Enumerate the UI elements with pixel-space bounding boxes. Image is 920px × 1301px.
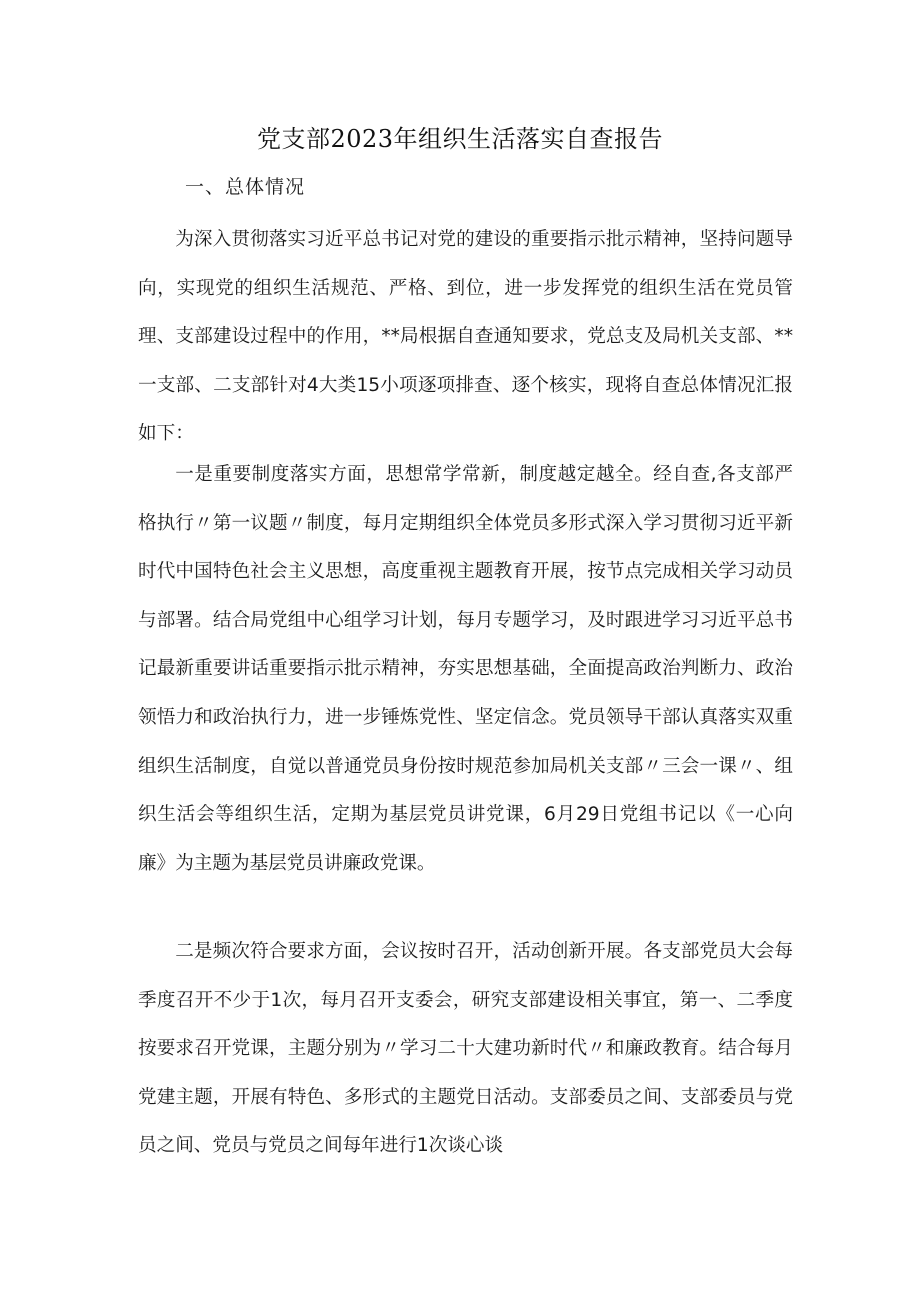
paragraph-overview: 为深入贯彻落实习近平总书记对党的建设的重要指示批示精神，坚持问题导向，实现党的组织生活规范、严格、到位，进一步发挥党的组织生活在党员管理、支部建设过程中的作用，**局根据自查通知要求，党总支及局机关支部、**一支部、二支部针对4大类15小项逐项排查、逐个核实，现将自查总体情况汇报如下：	[138, 229, 793, 445]
document-title: 党支部2023年组织生活落实自查报告	[256, 125, 664, 153]
paragraph-system-implementation: 一是重要制度落实方面，思想常学常新，制度越定越全。经自查,各支部严格执行〃第一议题〃制度，每月定期组织全体党员多形式深入学习贯彻习近平新时代中国特色社会主义思想，高度重视主题教育开展，按节点完成相关学习动员与部署。结合局党组中心组学习计划，每月专题学习，及时跟进学习习近平总书记最新重要讲话重要指示批示精神，夯实思想基础，全面提高政治判断力、政治领悟力和政治执行力，进一步锤炼党性、坚定信念。党员领导干部认真落实双重组织生活制度，自觉以普通党员身份按时规范参加局机关支部〃三会一课〃、组织生活会等组织生活，定期为基层党员讲党课，6月29日党组书记以《一心向廉》为主题为基层党员讲廉政党课。	[138, 464, 793, 874]
paragraph-meeting-frequency: 二是频次符合要求方面，会议按时召开，活动创新开展。各支部党员大会每季度召开不少于1次，每月召开支委会，研究支部建设相关事宜，第一、二季度按要求召开党课，主题分别为〃学习二十大建功新时代〃和廉政教育。结合每月党建主题，开展有特色、多形式的主题党日活动。支部委员之间、支部委员与党员之间、党员与党员之间每年进行1次谈心谈	[138, 941, 793, 1157]
section-heading: 一、总体情况	[185, 176, 306, 198]
